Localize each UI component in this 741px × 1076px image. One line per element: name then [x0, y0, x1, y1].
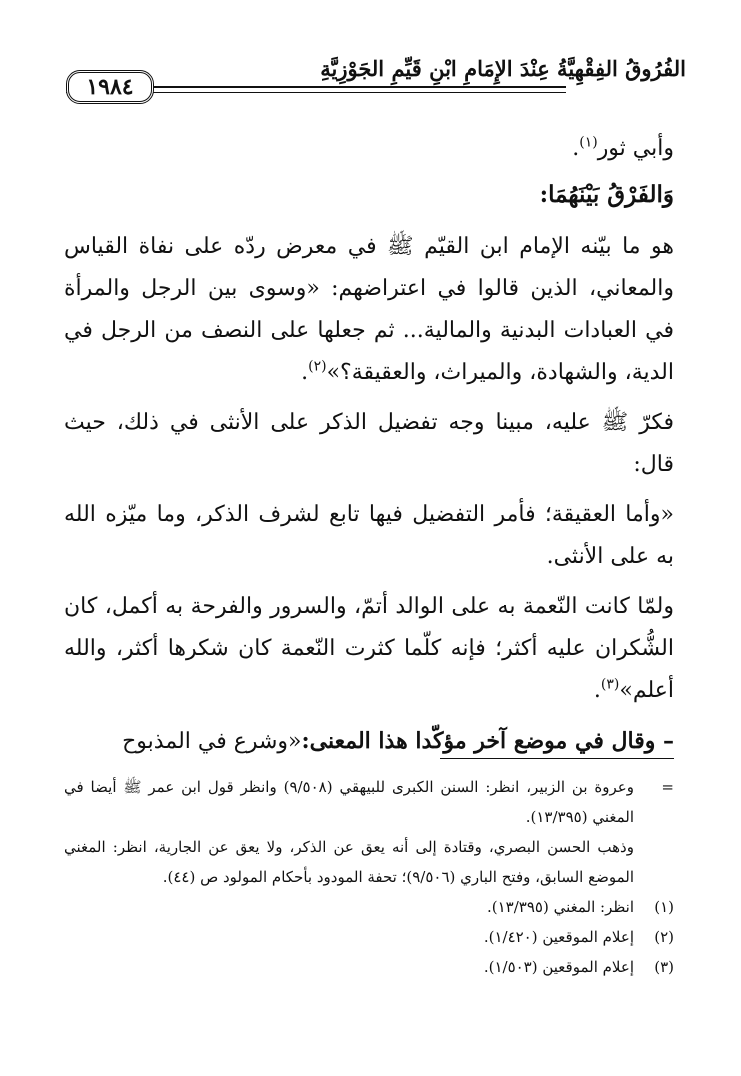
- footnote-separator: [440, 758, 674, 759]
- page-number: ١٩٨٤: [66, 70, 154, 104]
- footnote-item: (٣) إعلام الموقعين (١/٥٠٣).: [64, 952, 674, 982]
- footnote-item: (٢) إعلام الموقعين (١/٤٢٠).: [64, 922, 674, 952]
- footnote-number: (٣): [654, 958, 674, 976]
- footnote-number: (١): [654, 898, 674, 916]
- footnote-paragraph: وذهب الحسن البصري، وقتادة إلى أنه يعق عن الذكر، ولا يعق عن الجارية، انظر: المغني الموضع السابق، وفتح الباري (٩/٥٠٦)؛ تحفة المودود بأحكام المولود ص (٤٤).: [64, 838, 634, 886]
- paragraph: – وقال في موضع آخر مؤكّدا هذا المعنى:«وشرع في المذبوح: [122, 728, 674, 754]
- footnote-item: (١) انظر: المغني (١٣/٣٩٥).: [64, 892, 674, 922]
- main-text: [64, 128, 674, 771]
- footnote-ref: (٣): [600, 676, 620, 693]
- running-title: الفُرُوقُ الفِقْهِيَّةُ عِنْدَ الإِمَامِ ابْنِ قَيِّمِ الجَوْزِيَّةِ: [320, 56, 686, 81]
- footnote-continuation: = وعروة بن الزبير، انظر: السنن الكبرى للبيهقي (٩/٥٠٨) وانظر قول ابن عمر ﷺ أيضا في المغني (١٣/٣٩٥).: [64, 772, 674, 832]
- footnote-number: (٢): [654, 928, 674, 946]
- quote-paragraph: ولمّا كانت النّعمة به على الوالد أتمّ، والسرور والفرحة به أكمل، كان الشُّكران عليه أكثر؛ فإنه كلّما كثرت النّعمة كان شكرها أكثر، والله أعلم»$^{(٣)}$.: [64, 594, 674, 703]
- paragraph: هو ما بيّنه الإمام ابن القيّم ﷺ في معرض ردّه على نفاة القياس والمعاني، الذين قالوا في اعتراضهم: «وسوى بين الرجل والمرأة في العبادات البدنية والمالية... ثم جعلها على النصف من الرجل في الدية، والشهادة، والميراث، والعقيقة؟»$^{(٢)}$.: [64, 234, 675, 385]
- paragraph: فكرّ ﷺ عليه، مبينا وجه تفضيل الذكر على الأنثى في ذلك، حيث قال:: [64, 410, 674, 477]
- footnotes: [64, 772, 674, 982]
- footnote-ref: (١): [579, 134, 598, 151]
- footnote-ref: (٢): [308, 358, 327, 375]
- section-heading: وَالفَرْقُ بَيْنَهُمَا:: [539, 181, 674, 208]
- quote-paragraph: «وأما العقيقة؛ فأمر التفضيل فيها تابع لشرف الذكر، وما ميّزه الله به على الأنثى.: [64, 502, 674, 569]
- page-header: [66, 56, 686, 104]
- continuation-line: وأبي ثور$^{(١)}$.: [572, 134, 674, 161]
- continuation-marker: =: [661, 778, 674, 796]
